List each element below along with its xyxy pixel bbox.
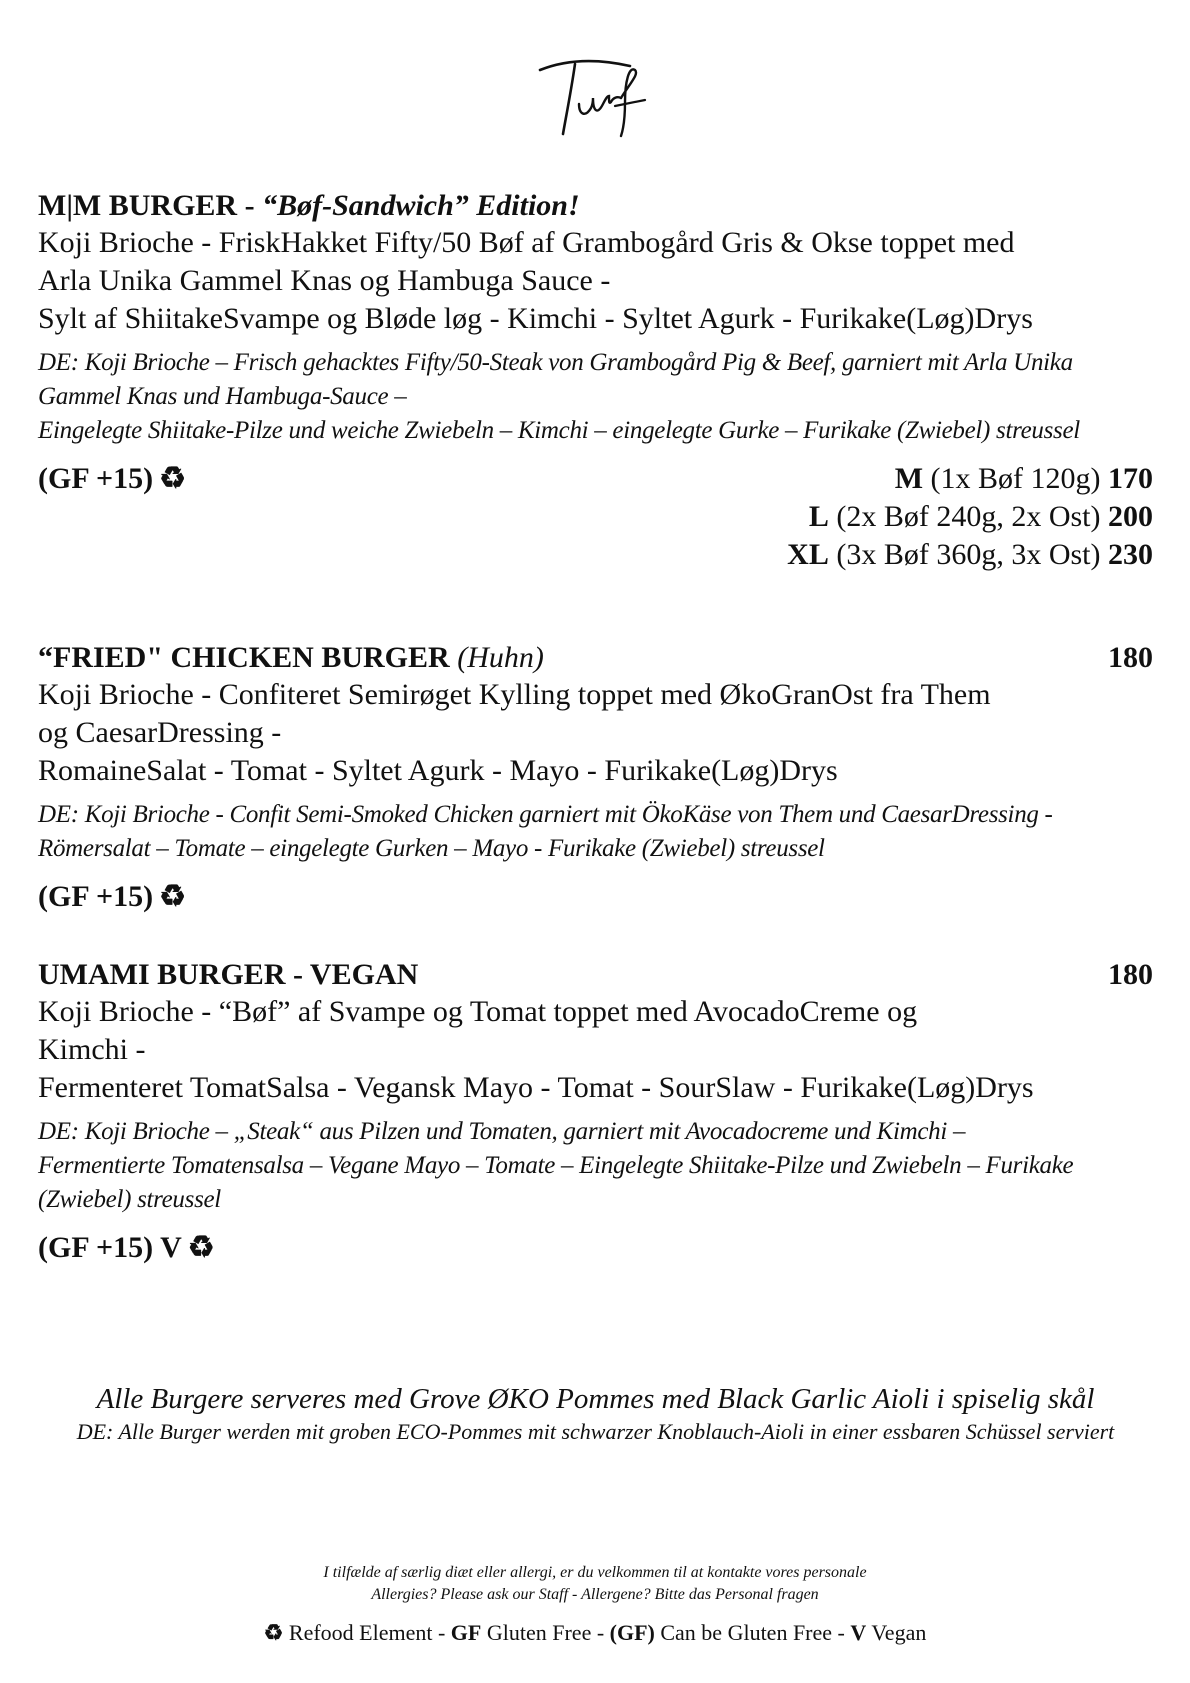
desc-line: Koji Brioche - “Bøf” af Svampe og Tomat toppet med AvocadoCreme og bbox=[38, 995, 918, 1028]
desc-line: Sylt af ShiitakeSvampe og Bløde løg - Kimchi - Syltet Agurk - Furikake(Løg)Drys bbox=[38, 302, 1033, 335]
item-price: 180 bbox=[1108, 641, 1153, 674]
legend bbox=[0, 1618, 1190, 1648]
gf-row bbox=[38, 460, 1153, 571]
size-label: M bbox=[894, 462, 924, 495]
size-detail: (3x Bøf 360g, 3x Ost) bbox=[828, 538, 1108, 571]
de-line: Gammel Knas und Hambuga-Sauce – bbox=[38, 383, 407, 410]
de-line: Römersalat – Tomate – eingelegte Gurken – Mayo - Furikake (Zwiebel) streussel bbox=[38, 835, 825, 862]
desc-line: Arla Unika Gammel Knas og Hambuga Sauce - bbox=[38, 264, 611, 297]
item-price: 180 bbox=[1108, 958, 1153, 991]
desc-line: Fermenteret TomatSalsa - Vegansk Mayo - Tomat - SourSlaw - Furikake(Løg)Drys bbox=[38, 1071, 1034, 1104]
desc-line: Kimchi - bbox=[38, 1033, 146, 1066]
item-subtitle: (Huhn) bbox=[457, 641, 544, 674]
item-name: M|M BURGER - bbox=[38, 189, 263, 222]
de-line: (Zwiebel) streussel bbox=[38, 1186, 221, 1213]
de-line: DE: Koji Brioche - Confit Semi-Smoked Chicken garniert mit ÖkoKäse von Them und CaesarDressing - bbox=[38, 801, 1053, 828]
item-name: UMAMI BURGER - VEGAN bbox=[38, 958, 419, 991]
item-title bbox=[38, 640, 1153, 676]
allergy-note-en-de: Allergies? Please ask our Staff - Allergene? Bitte das Personal fragen bbox=[371, 1586, 819, 1603]
legend-refood: Refood Element - bbox=[283, 1620, 451, 1645]
item-description-dk bbox=[38, 993, 1153, 1107]
item-description-dk bbox=[38, 224, 1153, 338]
gf-row bbox=[38, 878, 1153, 916]
legend-gf: Gluten Free - bbox=[481, 1620, 610, 1645]
size-price: 230 bbox=[1108, 538, 1153, 571]
recycle-icon: ♻ bbox=[187, 1231, 215, 1264]
desc-line: Koji Brioche - FriskHakket Fifty/50 Bøf af Grambogård Gris & Okse toppet med bbox=[38, 226, 1015, 259]
item-name: “FRIED" CHICKEN BURGER bbox=[38, 641, 458, 674]
recycle-icon: ♻ bbox=[159, 880, 187, 913]
size-price: 170 bbox=[1108, 462, 1153, 495]
item-title bbox=[38, 957, 1153, 993]
size-prices bbox=[787, 460, 1153, 574]
gf-row bbox=[38, 1229, 1153, 1267]
menu-item-umami-burger bbox=[38, 957, 1153, 1267]
size-detail: (1x Bøf 120g) bbox=[923, 462, 1108, 495]
de-line: DE: Koji Brioche – Frisch gehacktes Fifty/50-Steak von Grambogård Pig & Beef, garniert mit Arla Unika bbox=[38, 349, 1073, 376]
gf-label: (GF +15) bbox=[38, 880, 154, 913]
menu-item-fried-chicken-burger bbox=[38, 640, 1153, 916]
recycle-icon: ♻ bbox=[159, 462, 187, 495]
de-line: Fermentierte Tomatensalsa – Vegane Mayo – Tomate – Eingelegte Shiitake-Pilze und Zwiebeln – Furikake bbox=[38, 1152, 1074, 1179]
size-label: XL bbox=[787, 538, 829, 571]
legend-v-abbr: V bbox=[850, 1620, 867, 1645]
de-line: DE: Koji Brioche – „Steak“ aus Pilzen und Tomaten, garniert mit Avocadocreme und Kimchi – bbox=[38, 1118, 966, 1145]
size-row bbox=[787, 498, 1153, 536]
size-row bbox=[787, 460, 1153, 498]
item-title bbox=[38, 188, 1153, 224]
allergy-note-dk: I tilfælde af særlig diæt eller allergi, er du velkommen til at kontakte vores personale bbox=[323, 1564, 867, 1581]
desc-line: og CaesarDressing - bbox=[38, 716, 282, 749]
gf-label: (GF +15) bbox=[38, 462, 154, 495]
fries-note-de: DE: Alle Burger werden mit groben ECO-Pommes mit schwarzer Knoblauch-Aioli in einer essbaren Schüssel serviert bbox=[76, 1419, 1115, 1444]
item-description-de bbox=[38, 798, 1153, 866]
size-label: L bbox=[808, 500, 829, 533]
legend-cgf: Can be Gluten Free - bbox=[654, 1620, 851, 1645]
gf-label: (GF +15) V bbox=[38, 1231, 182, 1264]
legend-cgf-abbr: (GF) bbox=[609, 1620, 655, 1645]
size-row bbox=[787, 536, 1153, 574]
item-description-de bbox=[38, 1115, 1153, 1217]
size-detail: (2x Bøf 240g, 2x Ost) bbox=[828, 500, 1108, 533]
recycle-icon: ♻ bbox=[263, 1620, 284, 1645]
item-edition: “Bøf-Sandwich” Edition! bbox=[262, 189, 580, 222]
legend-gf-abbr: GF bbox=[450, 1620, 482, 1645]
desc-line: Koji Brioche - Confiteret Semirøget Kylling toppet med ØkoGranOst fra Them bbox=[38, 678, 991, 711]
de-line: Eingelegte Shiitake-Pilze und weiche Zwiebeln – Kimchi – eingelegte Gurke – Furikake (Zwiebel) streussel bbox=[38, 417, 1080, 444]
item-description-dk bbox=[38, 676, 1153, 790]
menu-item-mm-burger bbox=[38, 188, 1153, 571]
desc-line: RomaineSalat - Tomat - Syltet Agurk - Mayo - Furikake(Løg)Drys bbox=[38, 754, 838, 787]
size-price: 200 bbox=[1108, 500, 1153, 533]
turf-logo bbox=[535, 52, 655, 152]
item-description-de bbox=[38, 346, 1153, 448]
legend-v: Vegan bbox=[866, 1620, 927, 1645]
fries-note-dk: Alle Burgere serveres med Grove ØKO Pommes med Black Garlic Aioli i spiselig skål bbox=[96, 1383, 1095, 1415]
